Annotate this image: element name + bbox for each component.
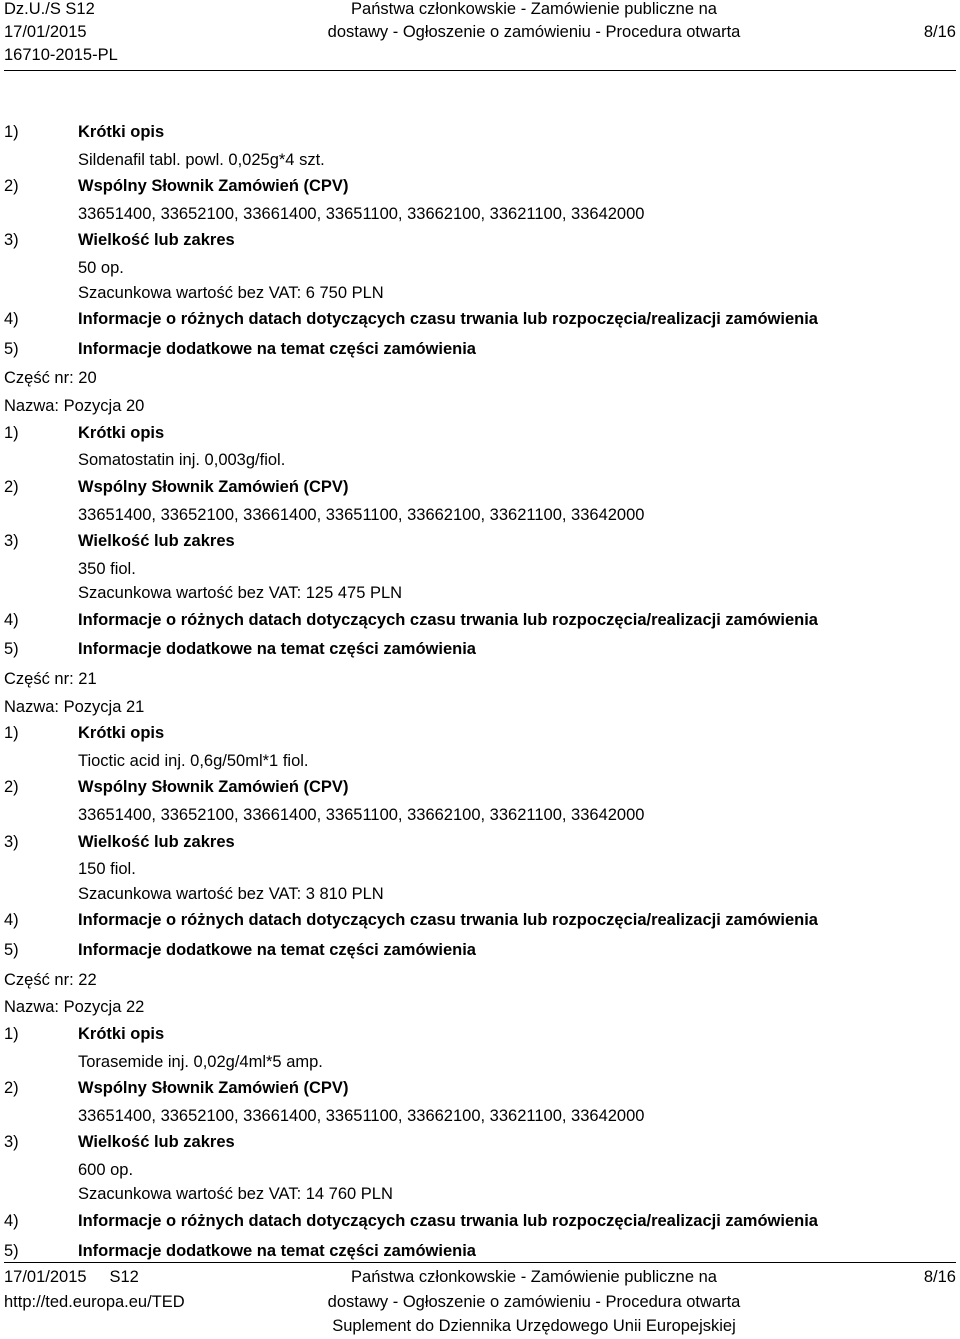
part-number: Część nr: 20 bbox=[4, 369, 97, 388]
header-left bbox=[4, 0, 118, 67]
additional-info-heading: 5) Informacje dodatkowe na temat części zamówienia bbox=[4, 1241, 476, 1260]
quantity-heading: 3) Wielkość lub zakres bbox=[4, 1133, 235, 1152]
cpv-heading: 2) Wspólny Słownik Zamówień (CPV) bbox=[4, 1079, 349, 1098]
header-right bbox=[924, 0, 956, 44]
short-desc-value: Somatostatin inj. 0,003g/fiol. bbox=[78, 451, 286, 470]
additional-info-heading: 5) Informacje dodatkowe na temat części zamówienia bbox=[4, 941, 476, 959]
cpv-heading: 2) Wspólny Słownik Zamówień (CPV) bbox=[4, 477, 349, 496]
quantity-value: 150 fiol. bbox=[78, 860, 136, 879]
header-date: 17/01/2015 bbox=[4, 23, 87, 41]
short-desc-value: Sildenafil tabl. powl. 0,025g*4 szt. bbox=[78, 150, 325, 169]
footer-page-number: 8/16 bbox=[923, 1268, 956, 1286]
estimated-value: Szacunkowa wartość bez VAT: 14 760 PLN bbox=[78, 1185, 393, 1204]
quantity-heading: 3) Wielkość lub zakres bbox=[4, 532, 235, 550]
short-desc-value: Torasemide inj. 0,02g/4ml*5 amp. bbox=[78, 1052, 323, 1071]
dates-heading: 4) Informacje o różnych datach dotyczących czasu trwania lub rozpoczęcia/realizacji zamówienia bbox=[4, 911, 818, 930]
part-section-21 bbox=[4, 665, 954, 966]
footer-title-line-3: Suplement do Dziennika Urzędowego Unii Europejskiej bbox=[332, 1317, 736, 1335]
cpv-codes: 33651400, 33652100, 33661400, 33651100, 33662100, 33621100, 33642000 bbox=[78, 806, 645, 825]
header-title-line-1: Państwa członkowskie - Zamówienie publiczne na bbox=[351, 0, 717, 18]
quantity-value: 600 op. bbox=[78, 1160, 134, 1179]
footer-left bbox=[4, 1265, 185, 1314]
header-page-number: 8/16 bbox=[923, 23, 956, 41]
part-section-20 bbox=[4, 364, 954, 665]
estimated-value: Szacunkowa wartość bez VAT: 6 750 PLN bbox=[78, 283, 384, 302]
quantity-heading: 3) Wielkość lub zakres bbox=[4, 832, 235, 851]
header-center bbox=[304, 0, 764, 44]
short-desc-heading: 1) Krótki opis bbox=[4, 1024, 165, 1043]
footer-right bbox=[924, 1265, 956, 1290]
estimated-value: Szacunkowa wartość bez VAT: 3 810 PLN bbox=[78, 884, 384, 903]
footer-date: 17/01/2015 S12 bbox=[4, 1268, 139, 1286]
header-title-line-2: dostawy - Ogłoszenie o zamówieniu - Procedura otwarta bbox=[327, 23, 741, 41]
short-desc-heading: 1) Krótki opis bbox=[4, 123, 165, 141]
dates-heading: 4) Informacje o różnych datach dotyczących czasu trwania lub rozpoczęcia/realizacji zamówienia bbox=[4, 610, 818, 629]
footer-url: http://ted.europa.eu/TED bbox=[4, 1292, 185, 1311]
part-name: Nazwa: Pozycja 20 bbox=[4, 397, 145, 416]
estimated-value: Szacunkowa wartość bez VAT: 125 475 PLN bbox=[78, 584, 403, 603]
part-section-22 bbox=[4, 966, 954, 1267]
part-number: Część nr: 22 bbox=[4, 970, 97, 989]
quantity-heading: 3) Wielkość lub zakres bbox=[4, 231, 235, 250]
short-desc-heading: 1) Krótki opis bbox=[4, 724, 165, 743]
quantity-value: 50 op. bbox=[78, 259, 124, 278]
dates-heading: 4) Informacje o różnych datach dotyczących czasu trwania lub rozpoczęcia/realizacji zamówienia bbox=[4, 310, 818, 329]
quantity-value: 350 fiol. bbox=[78, 559, 136, 578]
cpv-codes: 33651400, 33652100, 33661400, 33651100, 33662100, 33621100, 33642000 bbox=[78, 1106, 645, 1125]
footer-title-line-1: Państwa członkowskie - Zamówienie publiczne na bbox=[351, 1268, 717, 1286]
short-desc-heading: 1) Krótki opis bbox=[4, 423, 165, 442]
additional-info-heading: 5) Informacje dodatkowe na temat części zamówienia bbox=[4, 339, 476, 358]
dates-heading: 4) Informacje o różnych datach dotyczących czasu trwania lub rozpoczęcia/realizacji zamówienia bbox=[4, 1211, 818, 1230]
journal-ref: Dz.U./S S12 bbox=[4, 0, 95, 18]
cpv-codes: 33651400, 33652100, 33661400, 33651100, 33662100, 33621100, 33642000 bbox=[78, 204, 645, 223]
additional-info-heading: 5) Informacje dodatkowe na temat części zamówienia bbox=[4, 640, 476, 659]
part-section-19 bbox=[4, 118, 954, 364]
page-header bbox=[4, 0, 956, 71]
part-number: Część nr: 21 bbox=[4, 670, 97, 689]
cpv-codes: 33651400, 33652100, 33661400, 33651100, 33662100, 33621100, 33642000 bbox=[78, 505, 645, 524]
cpv-heading: 2) Wspólny Słownik Zamówień (CPV) bbox=[4, 778, 349, 797]
cpv-heading: 2) Wspólny Słownik Zamówień (CPV) bbox=[4, 177, 349, 196]
footer-title-line-2: dostawy - Ogłoszenie o zamówieniu - Procedura otwarta bbox=[327, 1292, 741, 1311]
part-name: Nazwa: Pozycja 21 bbox=[4, 697, 145, 716]
document-body bbox=[4, 118, 954, 1266]
page-footer bbox=[4, 1262, 956, 1335]
short-desc-value: Tioctic acid inj. 0,6g/50ml*1 fiol. bbox=[78, 751, 309, 770]
footer-center bbox=[304, 1265, 764, 1339]
notice-number: 16710-2015-PL bbox=[4, 46, 118, 64]
part-name: Nazwa: Pozycja 22 bbox=[4, 998, 145, 1017]
